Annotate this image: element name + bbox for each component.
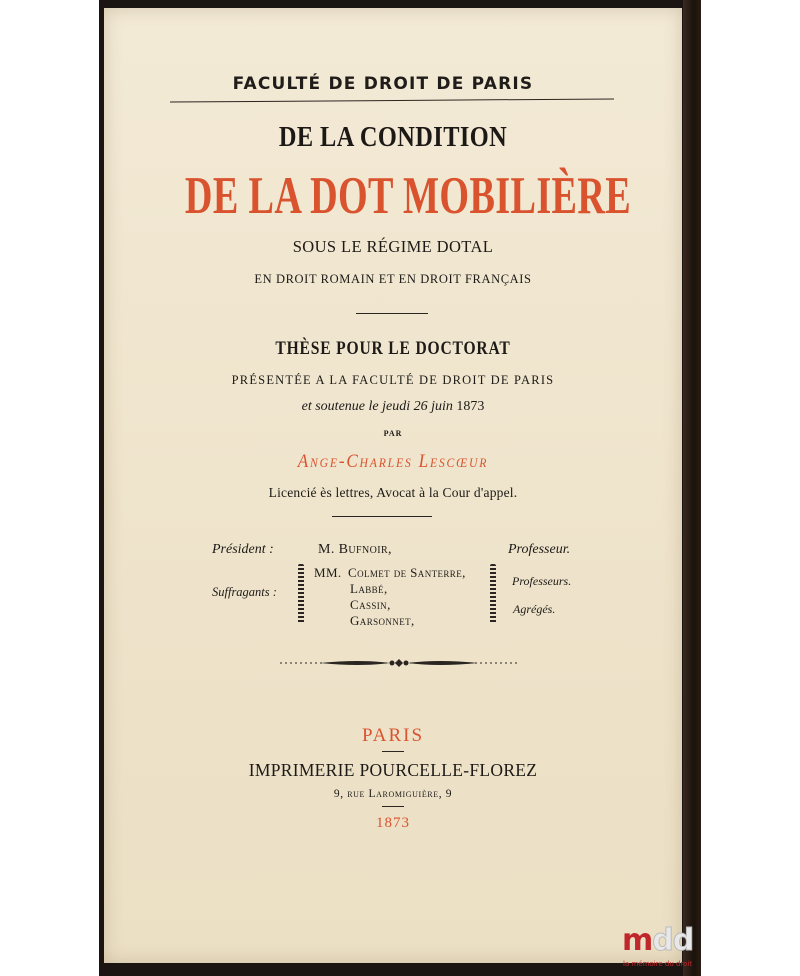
subtitle-regime: SOUS LE RÉGIME DOTAL (292, 237, 494, 256)
main-title: DE LA DOT MOBILIÈRE (184, 167, 632, 225)
jury-member-3: Cassin, (350, 597, 391, 612)
suffragants-label: Suffragants : (212, 585, 277, 599)
address-street: rue Laromiguière, (347, 788, 443, 800)
author-name: Ange-Charles Lescœur (297, 451, 489, 472)
presented-line: PRÉSENTÉE A LA FACULTÉ DE DROIT DE PARIS (231, 373, 555, 387)
imprint-year: 1873 (376, 815, 410, 831)
president-role: Professeur. (508, 542, 571, 557)
faculty-heading: FACULTÉ DE DROIT DE PARIS (232, 74, 534, 94)
address-number: 9, (333, 788, 344, 800)
watermark-logo (617, 924, 717, 976)
president-name: M. Bufnoir, (318, 542, 392, 557)
book-spine-edge (683, 0, 701, 976)
role-professeurs: Professeurs. (512, 574, 572, 588)
watermark-mark: mdd (622, 923, 694, 958)
divider-2 (332, 516, 432, 517)
jury-member-1: Colmet de Santerre, (348, 565, 466, 580)
mm-label: MM. (314, 565, 342, 580)
divider-3 (382, 751, 404, 752)
president-label: Président : (212, 542, 274, 557)
divider-4 (382, 806, 404, 807)
title-page (104, 8, 682, 963)
imprint-city: PARIS (361, 725, 425, 746)
header-rule (170, 98, 614, 102)
divider-1 (356, 313, 428, 314)
defended-text: et soutenue le jeudi 26 juin (301, 399, 453, 414)
defended-year: 1873 (456, 399, 485, 414)
watermark-text: la mémoire du droit (623, 960, 693, 968)
address-number-2: 9 (445, 788, 453, 800)
left-brace (298, 564, 304, 624)
right-brace (490, 564, 496, 624)
thesis-heading: THÈSE POUR LE DOCTORAT (275, 338, 511, 359)
title-line-1: DE LA CONDITION (278, 121, 508, 153)
jury-member-4: Garsonnet, (350, 613, 415, 628)
author-credentials: Licencié ès lettres, Avocat à la Cour d'appel. (268, 485, 518, 500)
defended-line (104, 399, 682, 415)
imprint-address (104, 788, 682, 800)
role-agreges: Agrégés. (513, 602, 556, 616)
jury-member-2: Labbé, (350, 581, 388, 596)
par-label: PAR (383, 429, 403, 438)
subtitle-droit: EN DROIT ROMAIN ET EN DROIT FRANÇAIS (254, 272, 532, 286)
ornament-rule (280, 656, 518, 670)
imprint-printer: IMPRIMERIE POURCELLE-FLOREZ (248, 760, 538, 780)
